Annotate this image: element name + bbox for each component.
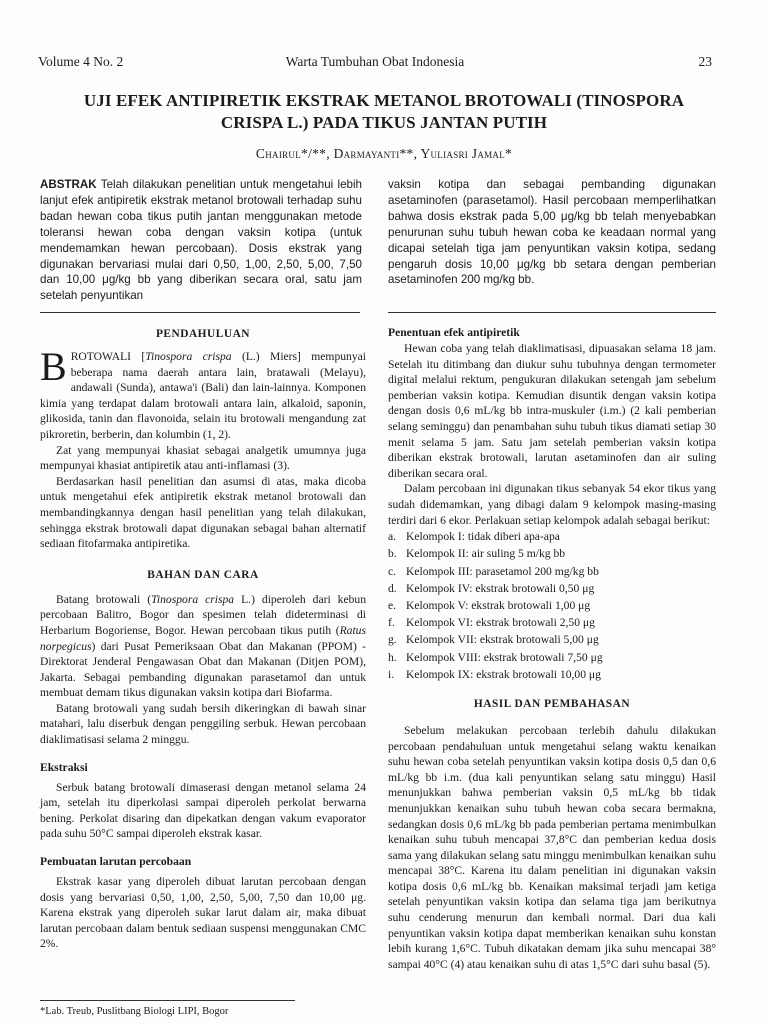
paragraph: Serbuk batang brotowali dimaserasi dengan metanol selama 24 jam, setelah itu diperkolasi sampai diperoleh perkolat berwarna bening. Perkolat disaring dan dipekatkan dengan vakum evaporator pada suhu 50°C sampai diperoleh ekstrak kasar. — [40, 780, 366, 841]
paragraph: Batang brotowali (Tinospora crispa L.) diperoleh dari kebun percobaan Balitro, Bogor dan spesimen telah dideterminasi di Herbarium Bogoriense, Bogor. Hewan percobaan tikus putih (Ratus norpegicus) dari Pusat Pemeriksaan Obat dan Makanan (PPOM) - Direktorat Jenderal Pengawasan Obat dan Makanan (Ditjen POM), Jakarta. Sebagai pembanding digunakan parasetamol dan untuk membuat demam tikus digunakan vaksin kotipa dari Biofarma. — [40, 592, 367, 700]
paragraph: Dalam percobaan ini digunakan tikus sebanyak 54 ekor tikus yang sudah didemamkan, yang dibagi dalam 9 kelompok masing-masing terdiri dari 6 ekor. Perlakuan setiap kelompok adalah sebagai berikut: — [388, 482, 716, 527]
subheading-penentuan: Penentuan efek antipiretik — [388, 326, 520, 339]
list-item: f. Kelompok VI: ekstrak brotowali 2,50 μg — [388, 616, 595, 630]
footnote: *Lab. Treub, Puslitbang Biologi LIPI, Bogor — [40, 1006, 229, 1017]
authors: Chairul*/**, Darmayanti**, Yuliasri Jamal* — [255, 146, 513, 161]
paragraph: Sebelum melakukan percobaan terlebih dahulu dilakukan percobaan pendahuluan untuk mengetahui selang waktu kenaikan suhu hewan coba setelah penyuntikan vaksin kotipa dosis 0,5 dan 0,6 mL/kg bb i.m. (dua kali penyuntikan selang satu minggu) Hasil menunjukkan bahwa pemberian vaksin 0,5 mL/kg bb tidak menunjukkan kenaikan suhu tubuh hewan coba secara bermakna, sedangkan dosis 0,6 mL/kg bb pada pemberian pertama menimbulkan kenaikan suhu tubuh mencapai 37,8°C dan pemberian kedua dosis sama yang dilakukan selang satu minggu menimbulkan kenaikan suhu mencapai 38°C. Karena itu dalam penelitian ini digunakan vaksin kotipa dosis 0,6 mL/kg bb. Kenaikan maksimal terjadi jam ketiga setelah penyuntikan vaksin kotipa dan selama tiga jam berikutnya suhu cenderung menurun dan kembali normal. Dari dua kali penyuntikan vaksin kotipa dapat memberikan kenaikan suhu konstan lebih kurang 1,6°C. Tubuh dikatakan demam jika suhu mencapai 38° sampai 40°C (4) atau kenaikan suhu di atas 1,5°C dari suhu basal (5). — [388, 723, 716, 971]
subheading-ekstraksi: Ekstraksi — [40, 760, 88, 774]
abstract-right-text: vaksin kotipa dan sebagai pembanding digunakan asetaminofen (parasetamol). Hasil percobaan memperlihatkan bahwa dosis ekstrak pada 5,00 μg/kg bb telah menyebabkan penurunan suhu tubuh hewan coba ke keadaan normal yang dicapai setelah tiga jam penyuntikan vaksin kotipa, sedang pengaruh dosis 10,00 μg/kg bb setara dengan pemberian asetaminofen 200 mg/kg bb. — [388, 178, 716, 287]
paragraph: Zat yang mempunyai khasiat sebagai analgetik umumnya juga mempunyai khasiat antipiretik atau anti-inflamasi (3). — [40, 443, 366, 473]
title-line-1: UJI EFEK ANTIPIRETIK EKSTRAK METANOL BROTOWALI (TINOSPORA — [83, 91, 685, 110]
paragraph: Batang brotowali yang sudah bersih dikeringkan di bawah sinar matahari, lalu diserbuk dengan penggiling serbuk. Hewan percobaan diaklimatisasi selama 2 minggu. — [40, 701, 366, 747]
running-header — [38, 54, 712, 74]
drop-cap: B — [40, 344, 67, 389]
abstract-right — [388, 177, 716, 288]
list-item: e. Kelompok V: ekstrak brotowali 1,00 μg — [388, 598, 591, 612]
list-item: c. Kelompok III: parasetamol 200 mg/kg bb — [388, 564, 599, 578]
abstract-left-text: Telah dilakukan penelitian untuk mengetahui lebih lanjut efek antipiretik ekstrak metanol brotowali terhadap suhu badan hewan coba tikus putih jantan menggunakan metode toleransi hewan coba dengan vaksin kotipa (untuk mendemamkan hewan percobaan). Dosis ekstrak yang digunakan bervariasi mulai dari 0,50, 1,00, 2,50, 5,00, 7,50 dan 10,00 μg/kg bb yang diberikan secara oral, satu jam setelah penyuntikan — [40, 178, 363, 303]
list-item: g. Kelompok VII: ekstrak brotowali 5,00 μg — [388, 633, 599, 647]
group-list — [388, 528, 716, 683]
section-heading-hasil: HASIL DAN PEMBAHASAN — [473, 697, 631, 710]
right-column — [388, 325, 716, 972]
paragraph: Berdasarkan hasil penelitian dan asumsi di atas, maka dicoba untuk mengetahui efek antipiretik ekstrak metanol brotowali dan membandingkannya dengan hasil penelitian yang telah dilakukan, sehingga ekstrak brotowali dapat digunakan sebagai bahan alternatif sediaan fitofarmaka antipiretika. — [40, 474, 366, 551]
list-item: h. Kelompok VIII: ekstrak brotowali 7,50 μg — [388, 650, 603, 664]
list-item: b. Kelompok II: air suling 5 m/kg bb — [388, 547, 566, 561]
section-heading-pendahuluan: PENDAHULUAN — [155, 328, 251, 340]
page-number: 23 — [698, 54, 712, 69]
volume-label: Volume 4 No. 2 — [38, 54, 124, 69]
list-item: i. Kelompok IX: ekstrak brotowali 10,00 μg — [388, 667, 601, 681]
paragraph: Hewan coba yang telah diaklimatisasi, dipuasakan selama 18 jam. Setelah itu ditimbang dan diukur suhu tubuhnya dengan termometer digital melalui rektum, pengukuran dilakukan setengah jam sebelum pemberian vaksin kotipa. Kemudian disuntik dengan vaksin kotipa dengan dosis 0,6 mL/kg bb intra-muskuler (i.m.) (2 kali pemberian selang seminggu) dan penambahan suhu tubuh tikus diamati setiap 30 menit selama 5 jam. Satu jam setelah pemberian vaksin kotipa diberikan ekstrak brotowali, larutan asetaminofen dan air suling diberikan secara oral. — [388, 342, 716, 480]
section-heading-bahan: BAHAN DAN CARA — [147, 568, 259, 581]
list-item: a. Kelompok I: tidak diberi apa-apa — [388, 530, 560, 544]
title-line-2: CRISPA L.) PADA TIKUS JANTAN PUTIH — [220, 113, 548, 132]
journal-title: Warta Tumbuhan Obat Indonesia — [285, 54, 465, 69]
paragraph: BROTOWALI [Tinospora crispa (L.) Miers] mempunyai beberapa nama daerah antara lain, bratawali (Melayu), andawali (Sunda), antawa'i (Bali) dan lain-lainnya. Komponen kimia yang terdapat dalam brotowali antara lain, alkaloid, saponin, glikosida, tanin dan flavonoida, selain itu brotowali mengandung zat pikroretin, berberin, dan kolumbin (1, 2). — [40, 344, 367, 441]
subheading-pembuatan: Pembuatan larutan percobaan — [40, 855, 192, 869]
divider-right — [388, 312, 716, 313]
abstract-left — [40, 177, 362, 304]
left-column — [40, 325, 366, 952]
list-item: d. Kelompok IV: ekstrak brotowali 0,50 μg — [388, 581, 595, 595]
abstract-keyword: ABSTRAK — [40, 178, 97, 191]
article-title — [40, 90, 728, 134]
footnote-rule — [40, 1000, 295, 1001]
divider-left — [40, 312, 360, 313]
paragraph: Ekstrak kasar yang diperoleh dibuat larutan percobaan dengan dosis yang bervariasi 0,50, 1,00, 2,50, 5,00, 7,50 dan 10,00 μg. Karena ekstrak yang diperoleh sukar larut dalam air, maka dibuat larutan percobaan dalam bentuk sediaan suspensi menggunakan CMC 2%. — [40, 875, 366, 951]
